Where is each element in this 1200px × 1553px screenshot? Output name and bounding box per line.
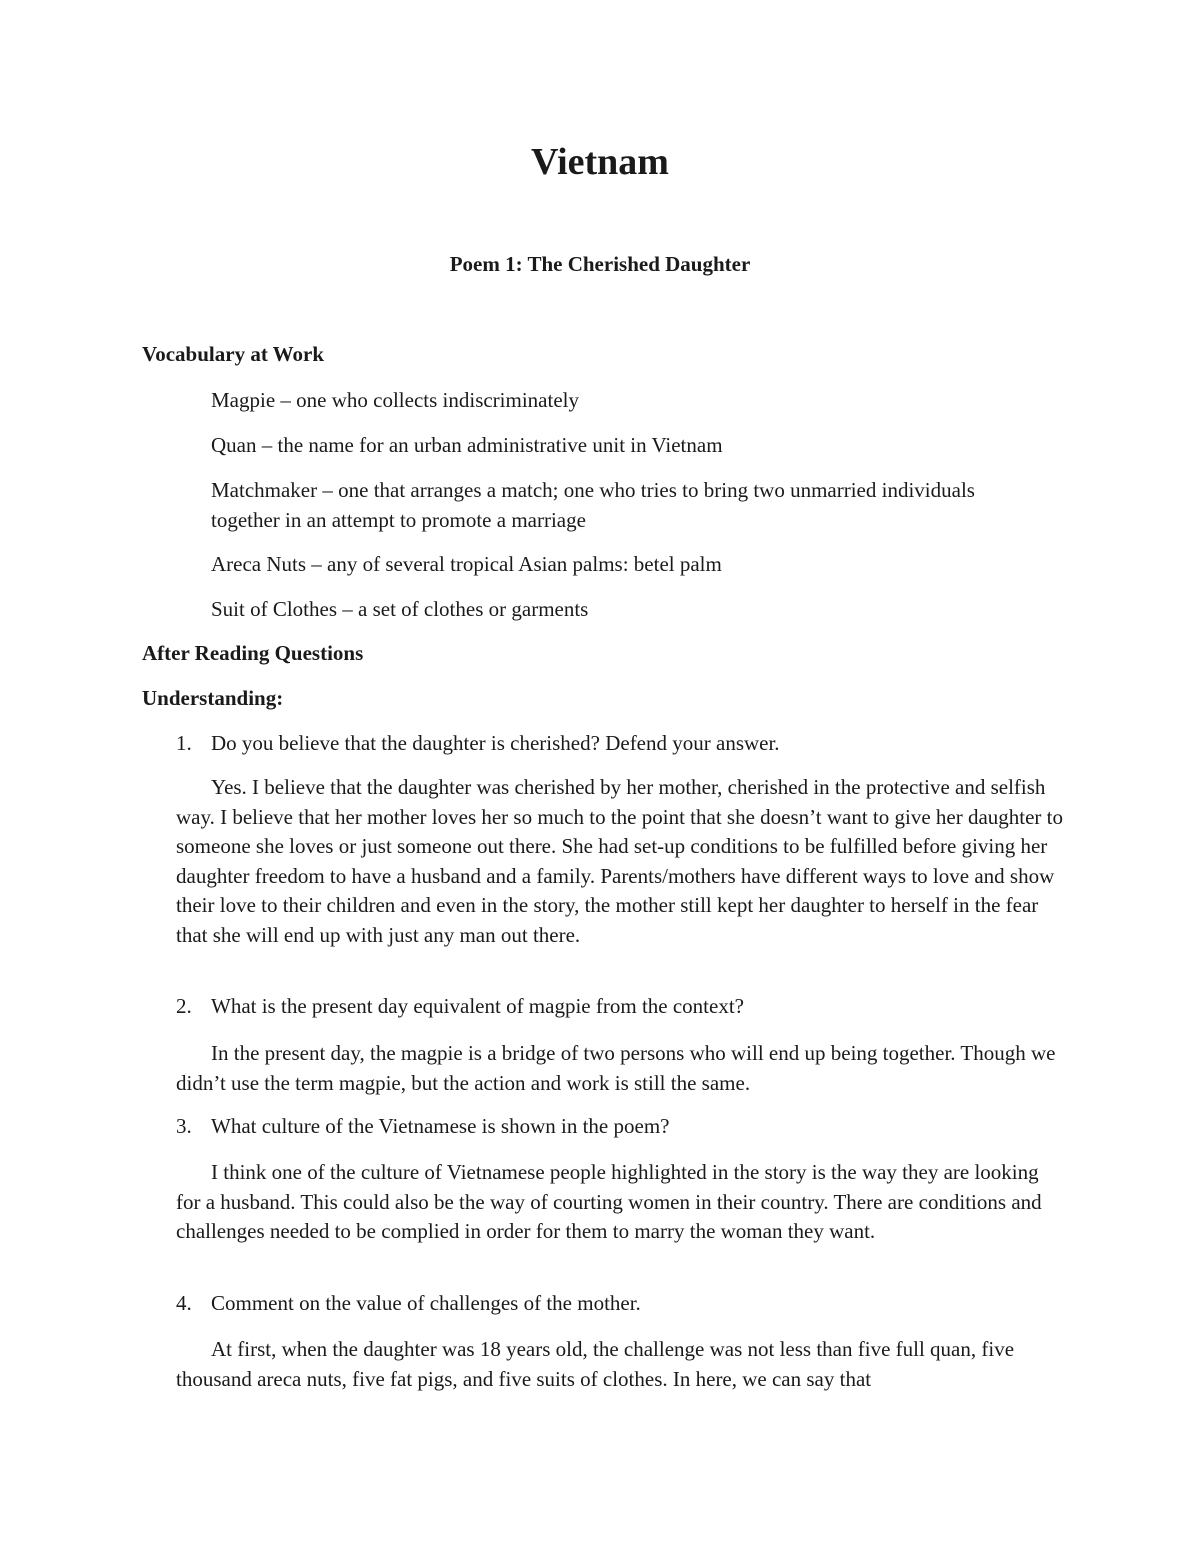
question-text: Do you believe that the daughter is cherished? Defend your answer. — [211, 731, 780, 755]
poem-title: Poem 1: The Cherished Daughter — [449, 252, 751, 276]
question-1 — [176, 731, 780, 756]
question-text: What culture of the Vietnamese is shown in the poem? — [211, 1114, 670, 1138]
question-3 — [176, 1114, 669, 1139]
answer-2: In the present day, the magpie is a bridge of two persons who will end up being together. Though we didn’t use the term magpie, but the action and work is still the same. — [176, 1041, 1056, 1095]
vocabulary-heading: Vocabulary at Work — [142, 342, 325, 366]
question-2 — [176, 994, 744, 1019]
vocab-item-suit-of-clothes: Suit of Clothes – a set of clothes or garments — [211, 597, 589, 621]
question-number: 4. — [176, 1291, 192, 1315]
question-text: Comment on the value of challenges of the mother. — [211, 1291, 641, 1315]
understanding-heading: Understanding: — [142, 686, 284, 710]
after-reading-heading: After Reading Questions — [142, 641, 364, 665]
answer-1: Yes. I believe that the daughter was cherished by her mother, cherished in the protective and selfish way. I believe that her mother loves her so much to the point that she doesn’t want to give her daughter to someone she loves or just someone out there. She had set-up conditions to be fulfilled before giving her daughter freedom to have a husband and a family. Parents/mothers have different ways to love and show their love to their children and even in the story, the mother still kept her daughter to herself in the fear that she will end up with just any man out there. — [176, 775, 1064, 947]
answer-4: At first, when the daughter was 18 years old, the challenge was not less than five full quan, five thousand areca nuts, five fat pigs, and five suits of clothes. In here, we can say that — [176, 1337, 1015, 1391]
document-title: Vietnam — [531, 141, 669, 183]
question-number: 2. — [176, 994, 192, 1018]
answer-3: I think one of the culture of Vietnamese people highlighted in the story is the way they are looking for a husband. This could also be the way of courting women in their country. There are conditions and challenges needed to be complied in order for them to marry the woman they want. — [176, 1160, 1042, 1244]
vocab-item-quan: Quan – the name for an urban administrative unit in Vietnam — [211, 433, 723, 457]
question-number: 1. — [176, 731, 192, 755]
vocab-item-magpie: Magpie – one who collects indiscriminately — [211, 388, 579, 412]
vocab-item-areca-nuts: Areca Nuts – any of several tropical Asian palms: betel palm — [211, 552, 722, 576]
question-number: 3. — [176, 1114, 192, 1138]
question-4 — [176, 1291, 641, 1316]
vocab-item-matchmaker: Matchmaker – one that arranges a match; one who tries to bring two unmarried individuals together in an attempt to promote a marriage — [211, 478, 975, 532]
question-text: What is the present day equivalent of magpie from the context? — [211, 994, 744, 1018]
